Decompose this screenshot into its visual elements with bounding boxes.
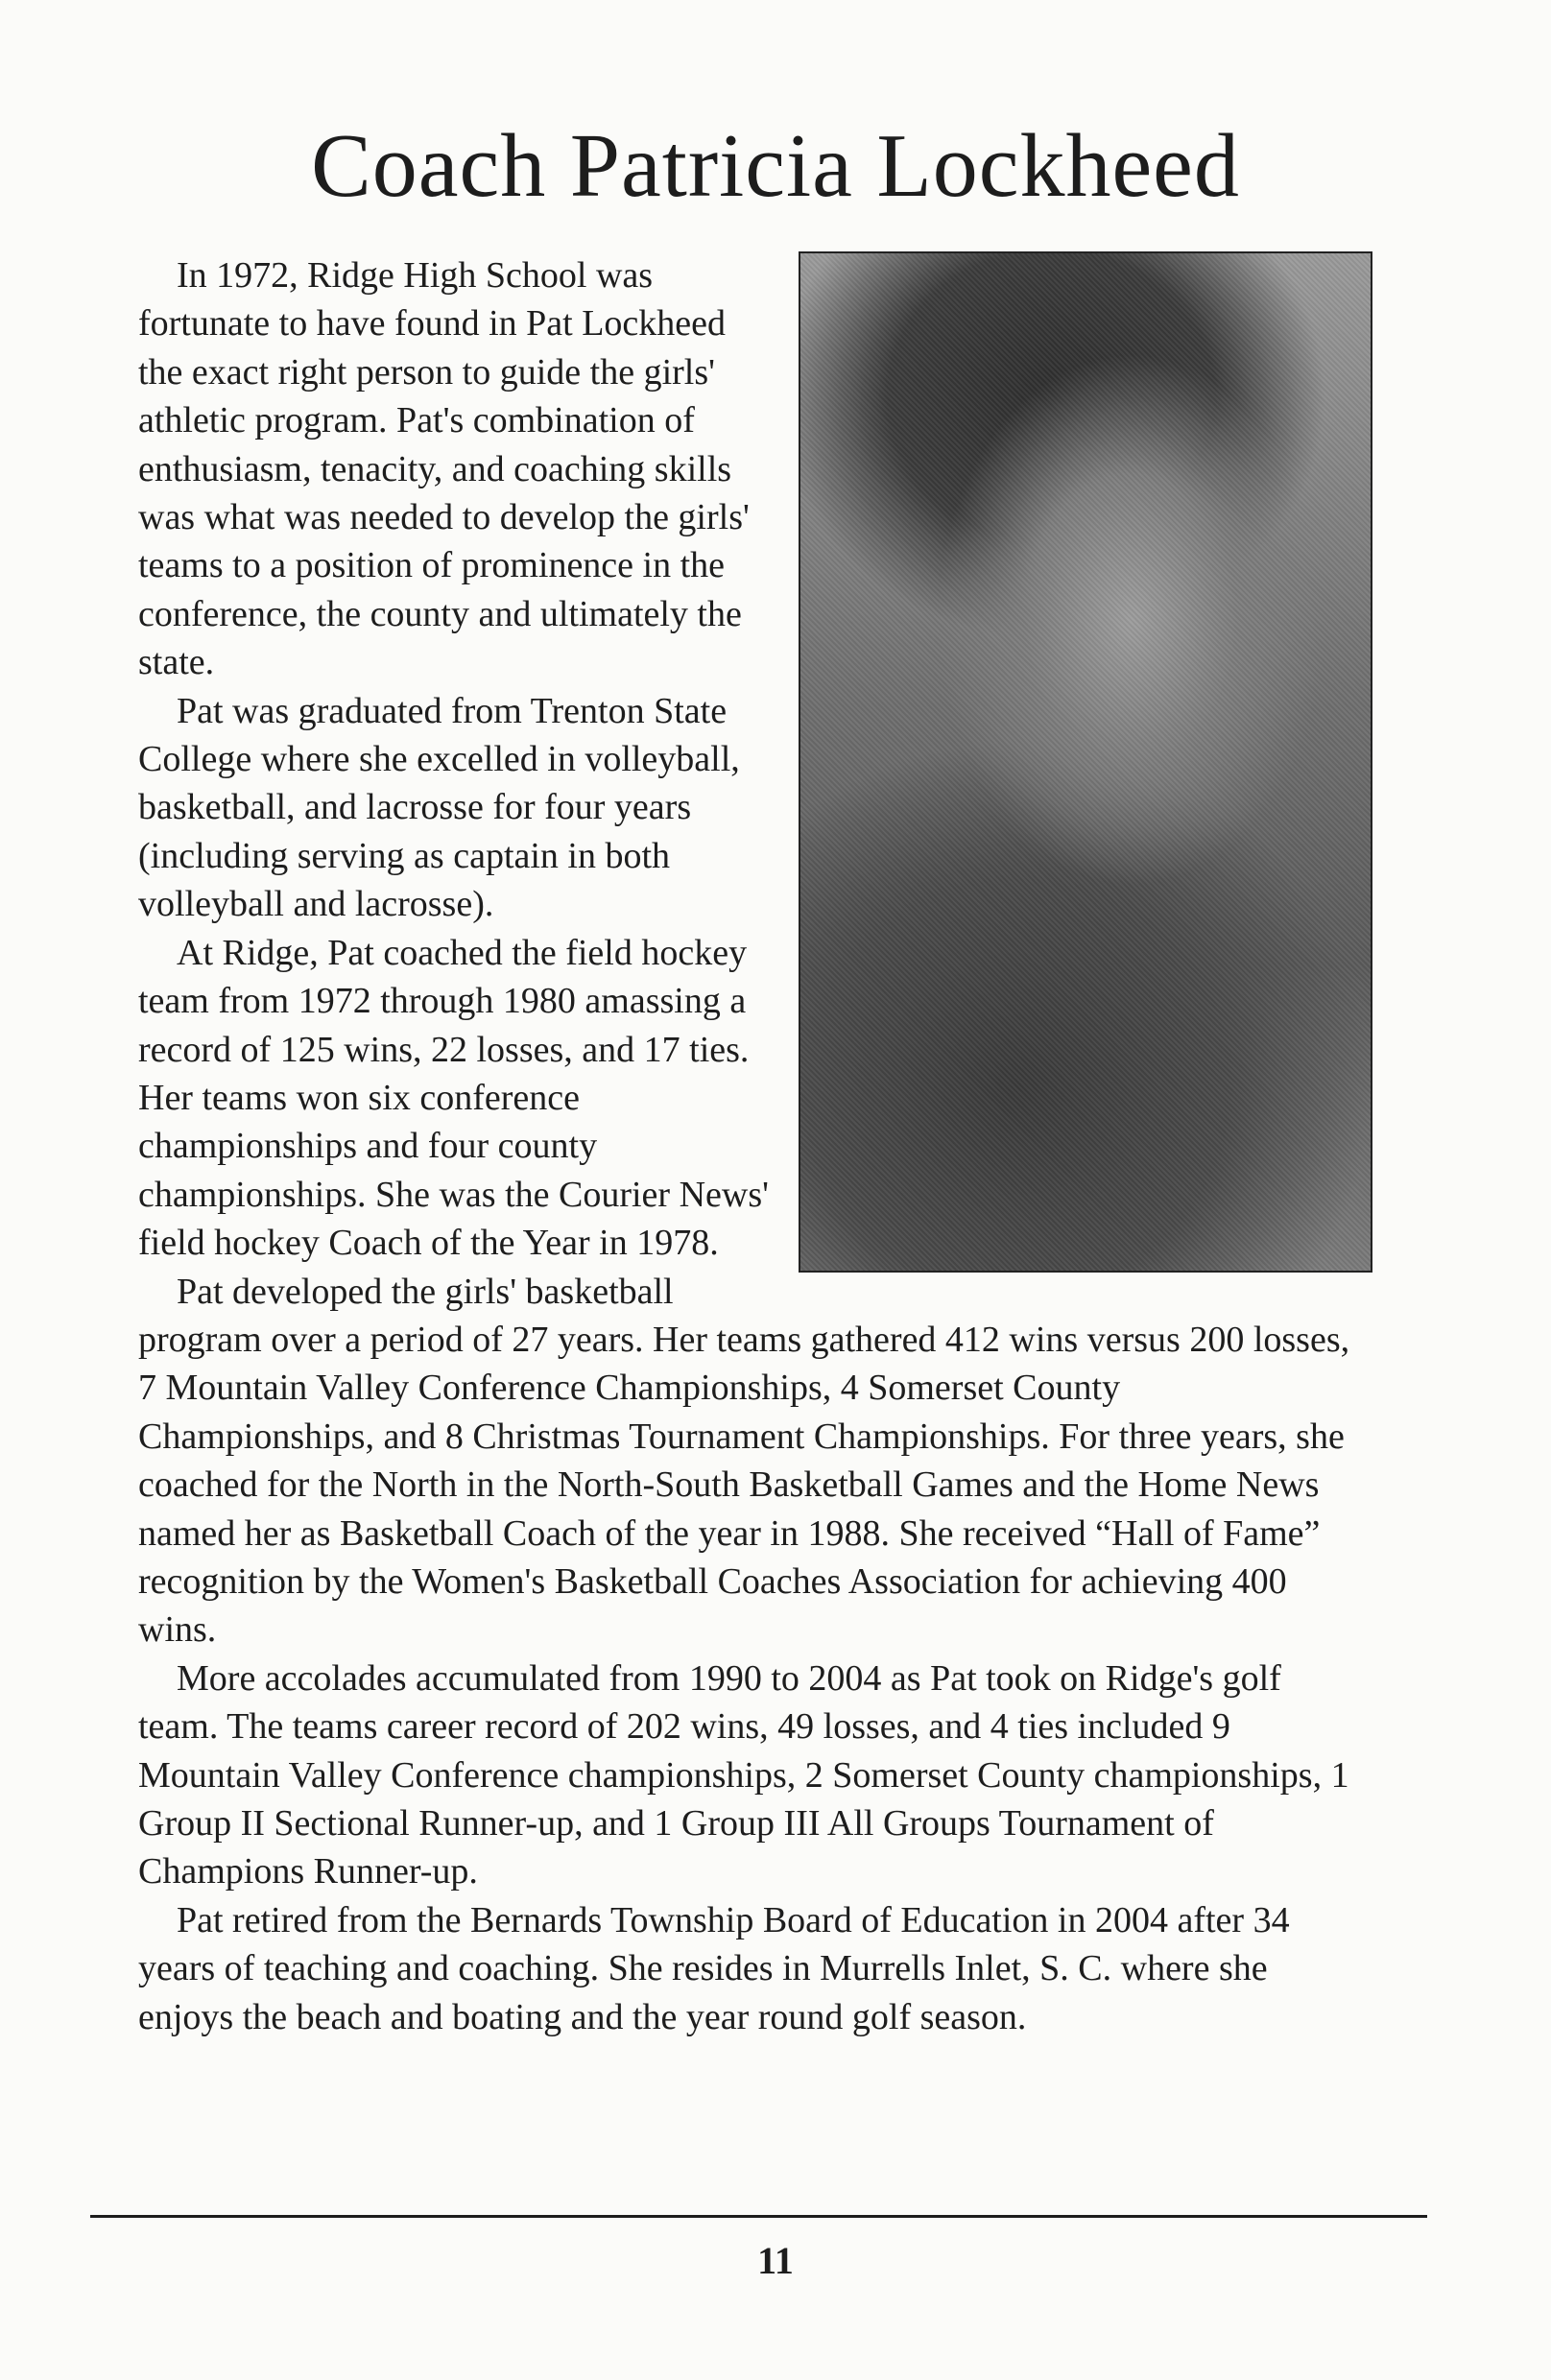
paragraph-golf: More accolades accumulated from 1990 to 2004 as Pat took on Ridge's golf team. The teams career record of 202 wins, 49 losses, and 4 ties included 9 Mountain Valley Conference championships, 2 Somerset County championships, 1 Group II Sectional Runner-up, and 1 Group III All Groups Tournament of Champions Runner-up.	[138, 1657, 1349, 1892]
paragraph-retirement: Pat retired from the Bernards Township Board of Education in 2004 after 34 years of teaching and coaching. She resides in Murrells Inlet, S. C. where she enjoys the beach and boating and the year round golf season.	[138, 1899, 1290, 2037]
portrait-photo	[799, 251, 1372, 1273]
footer-divider	[90, 2215, 1427, 2218]
paragraph-intro: In 1972, Ridge High School was fortunate to have found in Pat Lockheed the exact right person to guide the girls' athletic program. Pat's combination of enthusiasm, tenacity, and coaching skills was what was needed to develop the girls' teams to a position of prominence in the conference, the county and ultimately the state.	[138, 255, 750, 683]
article-body	[138, 251, 1357, 2041]
page-title: Coach Patricia Lockheed	[311, 116, 1240, 216]
paragraph-basketball: Pat developed the girls' basketball program over a period of 27 years. Her teams gathered 412 wins versus 200 losses, 7 Mountain Valley Conference Championships, 4 Somerset County Championships, and 8 Christmas Tournament Championships. For three years, she coached for the North in the North-South Basketball Games and the Home News named her as Basketball Coach of the year in 1988. She received “Hall of Fame” recognition by the Women's Basketball Coaches Association for achieving 400 wins.	[138, 1271, 1350, 1651]
paragraph-education: Pat was graduated from Trenton State College where she excelled in volleyball, basketball, and lacrosse for four years (including serving as captain in both volleyball and lacrosse).	[138, 690, 740, 925]
paragraph-field-hockey: At Ridge, Pat coached the field hockey team from 1972 through 1980 amassing a record of 125 wins, 22 losses, and 17 ties. Her teams won six conference championships and four county championships. She was the Courier News' field hockey Coach of the Year in 1978.	[138, 932, 769, 1264]
page-number: 11	[757, 2239, 794, 2282]
